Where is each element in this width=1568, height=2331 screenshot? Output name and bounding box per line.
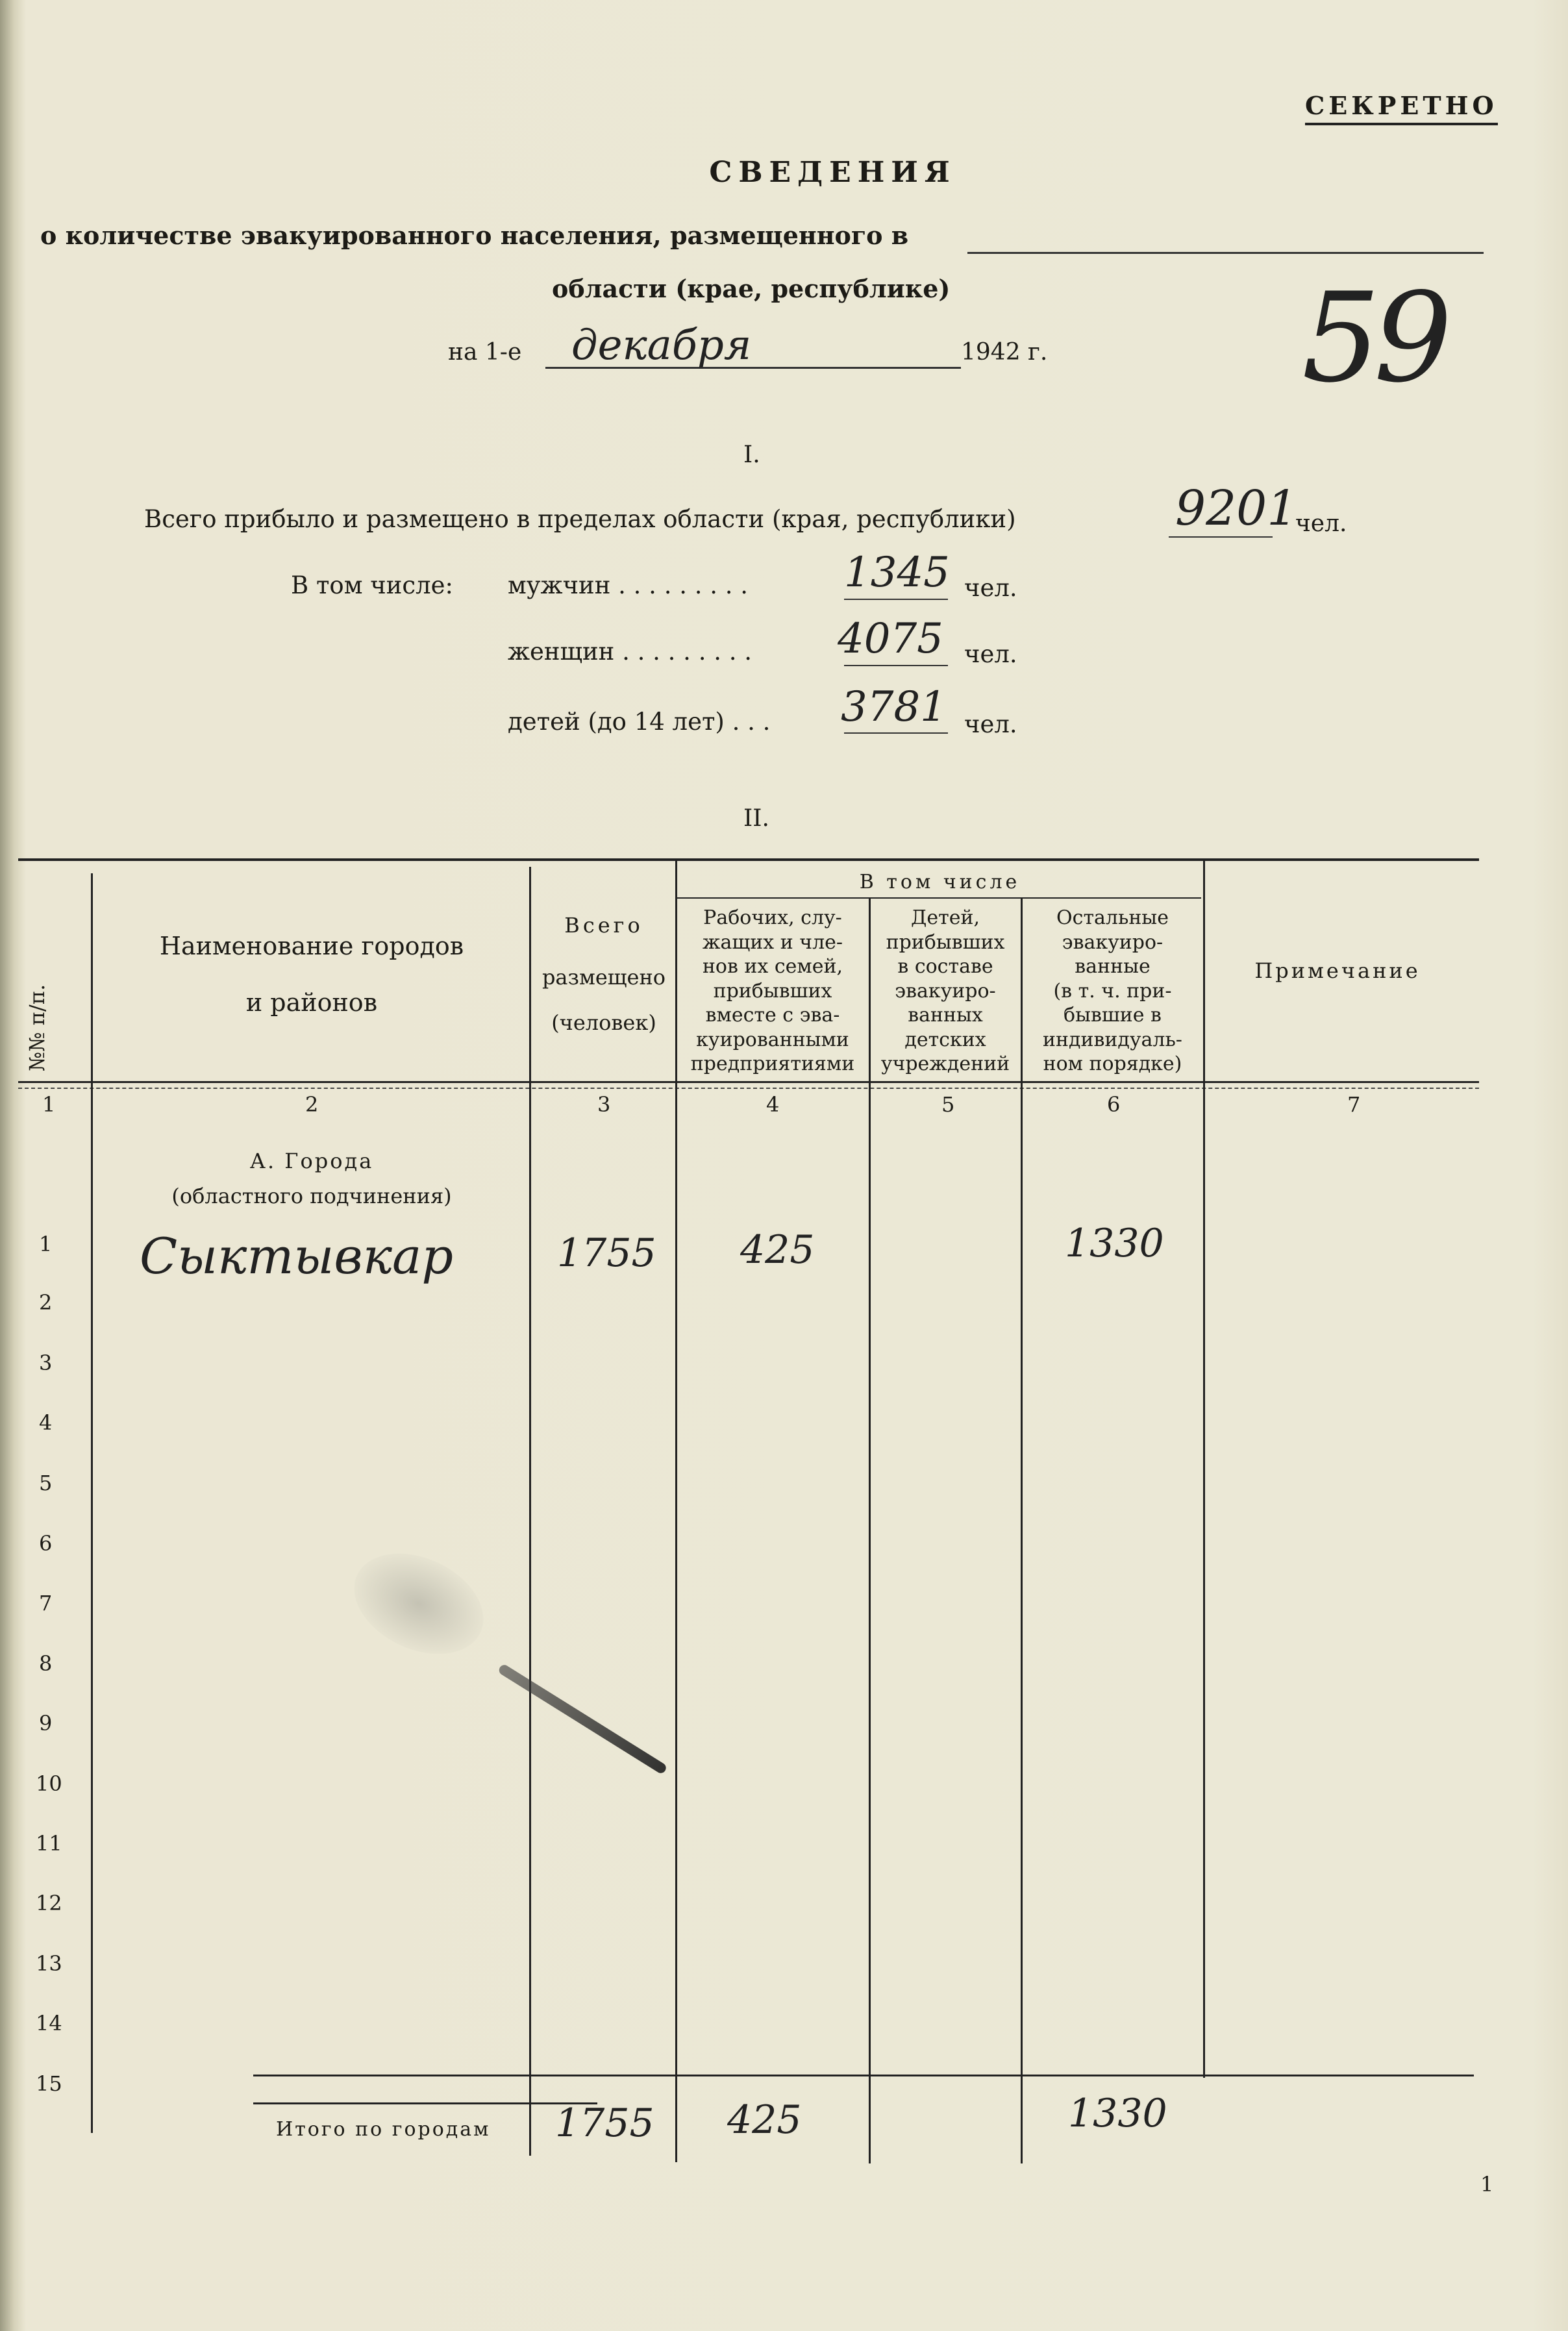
table-col-divider-5 [1021, 897, 1023, 2163]
table-top-border [18, 858, 1479, 861]
col-2-header-line-2: и районов [245, 988, 378, 1017]
including-label: В том числе: [291, 571, 453, 599]
column-number: 2 [305, 1092, 319, 1117]
footer-total: 1755 [555, 2100, 654, 2146]
footer-top-border [253, 2075, 1474, 2076]
col-5-header-line: учреждений [880, 1053, 1010, 1075]
total-arrived-label: Всего прибыло и размещено в пределах области (края, республики) [144, 505, 1016, 533]
column-number: 1 [42, 1092, 56, 1117]
total-arrived-value: 9201 [1175, 480, 1298, 536]
women-label: женщин . . . . . . . . . [508, 638, 753, 666]
column-number: 6 [1107, 1092, 1121, 1117]
col-4-header-line: нов их семей, [702, 955, 843, 978]
row-number: 12 [36, 1891, 62, 1915]
table-col-divider-3 [675, 860, 677, 2162]
col-4-header-line: куированными [696, 1028, 849, 1051]
table-row-1-workers: 425 [740, 1227, 815, 1273]
row-number: 5 [39, 1471, 53, 1495]
women-unit: чел. [964, 640, 1017, 668]
women-underline [844, 665, 948, 666]
title-line-2: области (крае, республике) [552, 274, 951, 303]
date-year: 1942 г. [961, 339, 1048, 366]
date-prefix: на 1-е [448, 339, 522, 366]
footer-total-label: Итого по городам [276, 2118, 491, 2141]
row-number: 8 [39, 1651, 53, 1676]
document-title: СВЕДЕНИЯ [709, 156, 956, 189]
col-4-header-line: Рабочих, слу- [703, 906, 842, 929]
men-unit: чел. [964, 574, 1017, 602]
row-number: 9 [39, 1711, 53, 1736]
row-number: 7 [39, 1591, 53, 1615]
col-6-header-line: индивидуаль- [1043, 1028, 1182, 1051]
col-6-header-line: бывшие в [1064, 1004, 1162, 1027]
col-5-header-line: детских [904, 1028, 986, 1051]
secret-stamp: СЕКРЕТНО [1305, 91, 1498, 125]
men-label: мужчин . . . . . . . . . [508, 571, 749, 599]
col-5-header-line: эвакуиро- [895, 979, 996, 1003]
children-underline [844, 732, 948, 734]
col-5-header-line: ванных [908, 1004, 983, 1027]
col-4-header [678, 906, 867, 1077]
col-2-header-line-1: Наименование городов [159, 932, 464, 960]
section-a-title: А. Города [249, 1149, 374, 1173]
row-number: 6 [39, 1531, 53, 1556]
footer-others: 1330 [1068, 2091, 1167, 2136]
row-number: 13 [36, 1951, 62, 1976]
row-number: 3 [39, 1351, 53, 1375]
table-header-border-dashed [18, 1088, 1479, 1089]
col-4-header-line: вместе с эва- [705, 1004, 840, 1027]
row-number: 15 [36, 2071, 62, 2096]
row-number: 2 [39, 1290, 53, 1315]
total-underline [1169, 536, 1273, 538]
col-5-header-line: в составе [897, 955, 993, 978]
col-6-header-line: эвакуиро- [1062, 930, 1164, 954]
col-3-header-line-2: размещено [541, 965, 666, 990]
col-4-header-line: жащих и чле- [702, 930, 843, 954]
table-col-divider-1 [91, 873, 93, 2133]
sheet-number-handwritten: 59 [1302, 266, 1446, 410]
col-6-header-line: Остальные [1056, 906, 1169, 929]
group-header: В том числе [859, 871, 1021, 893]
region-blank-line [967, 252, 1484, 254]
women-value: 4075 [838, 615, 943, 663]
table-header-border [18, 1081, 1479, 1083]
row-number: 14 [36, 2011, 62, 2036]
section-2-heading: II. [743, 805, 769, 832]
col-6-header [1023, 906, 1202, 1077]
children-unit: чел. [964, 710, 1017, 738]
page-number: 1 [1480, 2172, 1494, 2197]
total-unit: чел. [1295, 510, 1347, 537]
group-header-border [675, 897, 1201, 899]
section-a-subtitle: (областного подчинения) [171, 1184, 452, 1208]
section-1-heading: I. [743, 442, 760, 468]
col-6-header-line: ванные [1075, 955, 1151, 978]
col-1-header: №№ п/п. [25, 984, 49, 1071]
date-month-handwritten: декабря [571, 321, 752, 369]
children-label: детей (до 14 лет) . . . [508, 708, 771, 736]
table-col-divider-4 [869, 897, 871, 2163]
col-5-header [871, 906, 1019, 1077]
ink-smudge [497, 1663, 668, 1775]
col-5-header-line: прибывших [886, 930, 1005, 954]
col-6-header-line: ном порядке) [1043, 1053, 1182, 1075]
row-number: 10 [36, 1771, 62, 1796]
col-3-header-line-3: (человек) [551, 1010, 656, 1035]
col-6-header-line: (в т. ч. при- [1053, 979, 1172, 1003]
column-number: 5 [941, 1092, 955, 1117]
col-5-header-line: Детей, [910, 906, 980, 929]
col-4-header-line: предприятиями [690, 1053, 855, 1075]
table-row-1-others: 1330 [1065, 1221, 1164, 1266]
title-line-1: о количестве эвакуированного населения, размещенного в [40, 221, 909, 250]
footer-label-border [253, 2102, 597, 2104]
table-col-divider-2 [529, 867, 531, 2156]
row-number: 1 [39, 1232, 53, 1256]
footer-workers: 425 [727, 2097, 802, 2143]
row-number: 11 [36, 1831, 62, 1856]
children-value: 3781 [841, 683, 947, 731]
col-7-header: Примечание [1254, 958, 1421, 983]
column-number: 3 [597, 1092, 611, 1117]
col-3-header-line-1: Всего [564, 913, 643, 938]
ink-stain [338, 1534, 499, 1674]
column-number: 4 [766, 1092, 780, 1117]
men-underline [844, 599, 948, 600]
row-number: 4 [39, 1410, 53, 1435]
table-col-divider-6 [1203, 860, 1205, 2078]
table-row-1-total: 1755 [557, 1230, 656, 1276]
col-4-header-line: прибывших [713, 979, 832, 1003]
table-row-1-name: Сыктывкар [140, 1227, 453, 1285]
men-value: 1345 [844, 549, 950, 597]
column-number: 7 [1347, 1092, 1361, 1117]
